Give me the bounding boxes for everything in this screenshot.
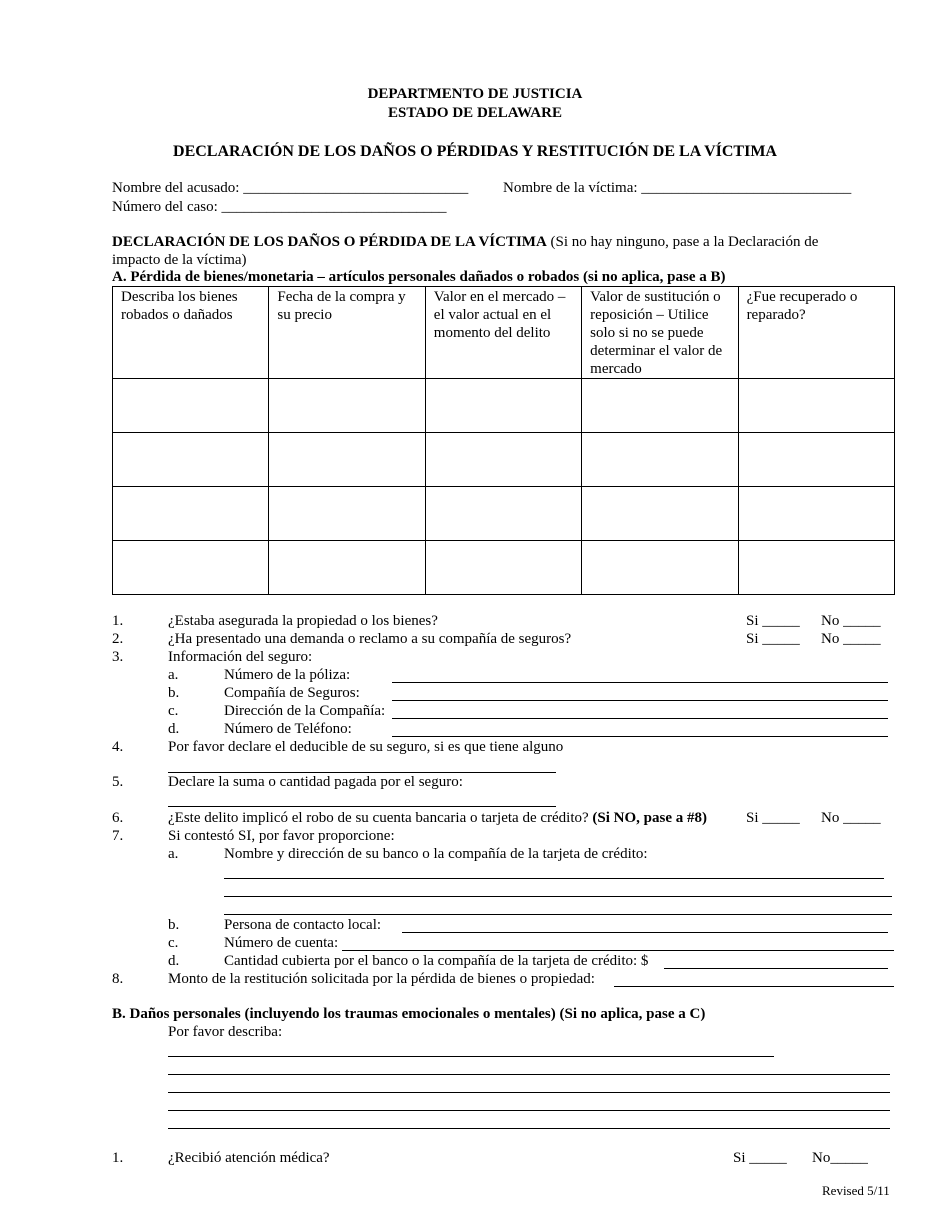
q3-number: 3.: [112, 649, 124, 665]
col-header-purchase-date: Fecha de la compra y su precio: [269, 287, 425, 379]
section-b-title: B. Daños personales (incluyendo los traumas emocionales o mentales) (Si no aplica, pase a C): [112, 1006, 706, 1022]
q6-skip-note: (Si NO, pase a #8): [592, 810, 707, 826]
table-cell[interactable]: [738, 541, 894, 595]
q3c-label: Dirección de la Compañía:: [224, 703, 386, 719]
table-cell[interactable]: [269, 487, 425, 541]
table-cell[interactable]: [113, 487, 269, 541]
injury-description-line-5[interactable]: [168, 1128, 890, 1129]
q7c-letter: c.: [168, 935, 179, 951]
accused-name-field[interactable]: Nombre del acusado: ______________________________: [112, 180, 469, 196]
damage-section-heading: [112, 234, 818, 251]
revision-note: Revised 5/11: [822, 1183, 890, 1198]
q1-number: 1.: [112, 613, 124, 629]
q1-no-field[interactable]: No _____: [821, 613, 881, 629]
q6-text: ¿Este delito implicó el robo de su cuenta bancaria o tarjeta de crédito?: [168, 810, 593, 826]
damage-section-title: DECLARACIÓN DE LOS DAÑOS O PÉRDIDA DE LA VÍCTIMA: [112, 234, 547, 250]
q3b-letter: b.: [168, 685, 180, 701]
case-number-field[interactable]: Número del caso: ______________________________: [112, 199, 447, 215]
q2-number: 2.: [112, 631, 124, 647]
q7-text: Si contestó SI, por favor proporcione:: [168, 828, 395, 844]
q7b-letter: b.: [168, 917, 180, 933]
q6-no-field[interactable]: No _____: [821, 810, 881, 826]
policy-number-field[interactable]: [392, 682, 888, 683]
local-contact-field[interactable]: [402, 932, 888, 933]
q3a-letter: a.: [168, 667, 179, 683]
table-cell[interactable]: [738, 433, 894, 487]
col-header-description: Describa los bienes robados o dañados: [113, 287, 269, 379]
table-cell[interactable]: [582, 379, 738, 433]
table-cell[interactable]: [269, 433, 425, 487]
table-header-row: [113, 287, 895, 379]
table-cell[interactable]: [425, 433, 581, 487]
q3d-label: Número de Teléfono:: [224, 721, 352, 737]
q3b-label: Compañía de Seguros:: [224, 685, 360, 701]
account-number-field[interactable]: [342, 950, 894, 951]
property-loss-table: [112, 286, 895, 595]
q8-text: Monto de la restitución solicitada por la pérdida de bienes o propiedad:: [168, 971, 595, 987]
table-cell[interactable]: [113, 379, 269, 433]
q5-number: 5.: [112, 774, 124, 790]
table-cell[interactable]: [269, 541, 425, 595]
q4-number: 4.: [112, 739, 124, 755]
q5-text: Declare la suma o cantidad pagada por el seguro:: [168, 774, 463, 790]
b-q1-yes-field[interactable]: Si _____: [733, 1150, 787, 1166]
b-q1-number: 1.: [112, 1150, 124, 1166]
col-header-replacement-value: Valor de sustitución o reposición – Utilice solo si no se puede determinar el valor de mercado: [582, 287, 738, 379]
insurance-company-field[interactable]: [392, 700, 888, 701]
damage-section-note-cont: impacto de la víctima): [112, 252, 247, 268]
q1-yes-field[interactable]: Si _____: [746, 613, 800, 629]
injury-description-line-1[interactable]: [168, 1056, 774, 1057]
table-cell[interactable]: [738, 379, 894, 433]
q7d-label: Cantidad cubierta por el banco o la compañía de la tarjeta de crédito: $: [224, 953, 649, 969]
col-header-market-value: Valor en el mercado – el valor actual en el momento del delito: [425, 287, 581, 379]
q7b-label: Persona de contacto local:: [224, 917, 382, 933]
department-heading: DEPARTMENTO DE JUSTICIA: [367, 86, 583, 102]
table-cell[interactable]: [113, 541, 269, 595]
table-cell[interactable]: [425, 379, 581, 433]
b-q1-no-field[interactable]: No_____: [812, 1150, 868, 1166]
table-row: [113, 541, 895, 595]
q2-no-field[interactable]: No _____: [821, 631, 881, 647]
table-cell[interactable]: [425, 541, 581, 595]
q3c-letter: c.: [168, 703, 179, 719]
q2-yes-field[interactable]: Si _____: [746, 631, 800, 647]
q6-number: 6.: [112, 810, 124, 826]
damage-section-note: (Si no hay ninguno, pase a la Declaración de: [546, 234, 819, 250]
b-q1-text: ¿Recibió atención médica?: [168, 1150, 330, 1166]
q4-text: Por favor declare el deducible de su seguro, si es que tiene alguno: [168, 739, 564, 755]
insurance-paid-field[interactable]: [168, 806, 556, 807]
q7d-letter: d.: [168, 953, 180, 969]
q3d-letter: d.: [168, 721, 180, 737]
deductible-field[interactable]: [168, 772, 556, 773]
bank-address-line-1[interactable]: [224, 878, 884, 879]
q3-text: Información del seguro:: [168, 649, 313, 665]
table-cell[interactable]: [582, 541, 738, 595]
table-cell[interactable]: [113, 433, 269, 487]
table-cell[interactable]: [582, 433, 738, 487]
section-a-title: A. Pérdida de bienes/monetaria – artículos personales dañados o robados (si no aplica, pase a B): [112, 269, 726, 285]
q7-number: 7.: [112, 828, 124, 844]
table-cell[interactable]: [738, 487, 894, 541]
q7a-letter: a.: [168, 846, 179, 862]
injury-description-line-2[interactable]: [168, 1074, 890, 1075]
table-row: [113, 433, 895, 487]
bank-address-line-3[interactable]: [224, 914, 892, 915]
victim-name-field[interactable]: Nombre de la víctima: ____________________________: [503, 180, 852, 196]
restitution-amount-field[interactable]: [614, 986, 894, 987]
injury-description-line-3[interactable]: [168, 1092, 890, 1093]
phone-number-field[interactable]: [392, 736, 888, 737]
table-row: [113, 487, 895, 541]
col-header-recovered: ¿Fue recuperado o reparado?: [738, 287, 894, 379]
q8-number: 8.: [112, 971, 124, 987]
q7c-label: Número de cuenta:: [224, 935, 339, 951]
q6-text-line: [168, 810, 707, 827]
table-cell[interactable]: [269, 379, 425, 433]
q3a-label: Número de la póliza:: [224, 667, 351, 683]
bank-covered-amount-field[interactable]: [664, 968, 888, 969]
q7a-label: Nombre y dirección de su banco o la compañía de la tarjeta de crédito:: [224, 846, 648, 862]
table-row: [113, 379, 895, 433]
q2-text: ¿Ha presentado una demanda o reclamo a su compañía de seguros?: [168, 631, 572, 647]
section-b-prompt: Por favor describa:: [168, 1024, 283, 1040]
form-title: DECLARACIÓN DE LOS DAÑOS O PÉRDIDAS Y RESTITUCIÓN DE LA VÍCTIMA: [173, 143, 777, 160]
table-cell[interactable]: [425, 487, 581, 541]
table-cell[interactable]: [582, 487, 738, 541]
injury-description-line-4[interactable]: [168, 1110, 890, 1111]
q1-text: ¿Estaba asegurada la propiedad o los bienes?: [168, 613, 438, 629]
company-address-field[interactable]: [392, 718, 888, 719]
bank-address-line-2[interactable]: [224, 896, 892, 897]
q6-yes-field[interactable]: Si _____: [746, 810, 800, 826]
state-heading: ESTADO DE DELAWARE: [388, 105, 562, 121]
